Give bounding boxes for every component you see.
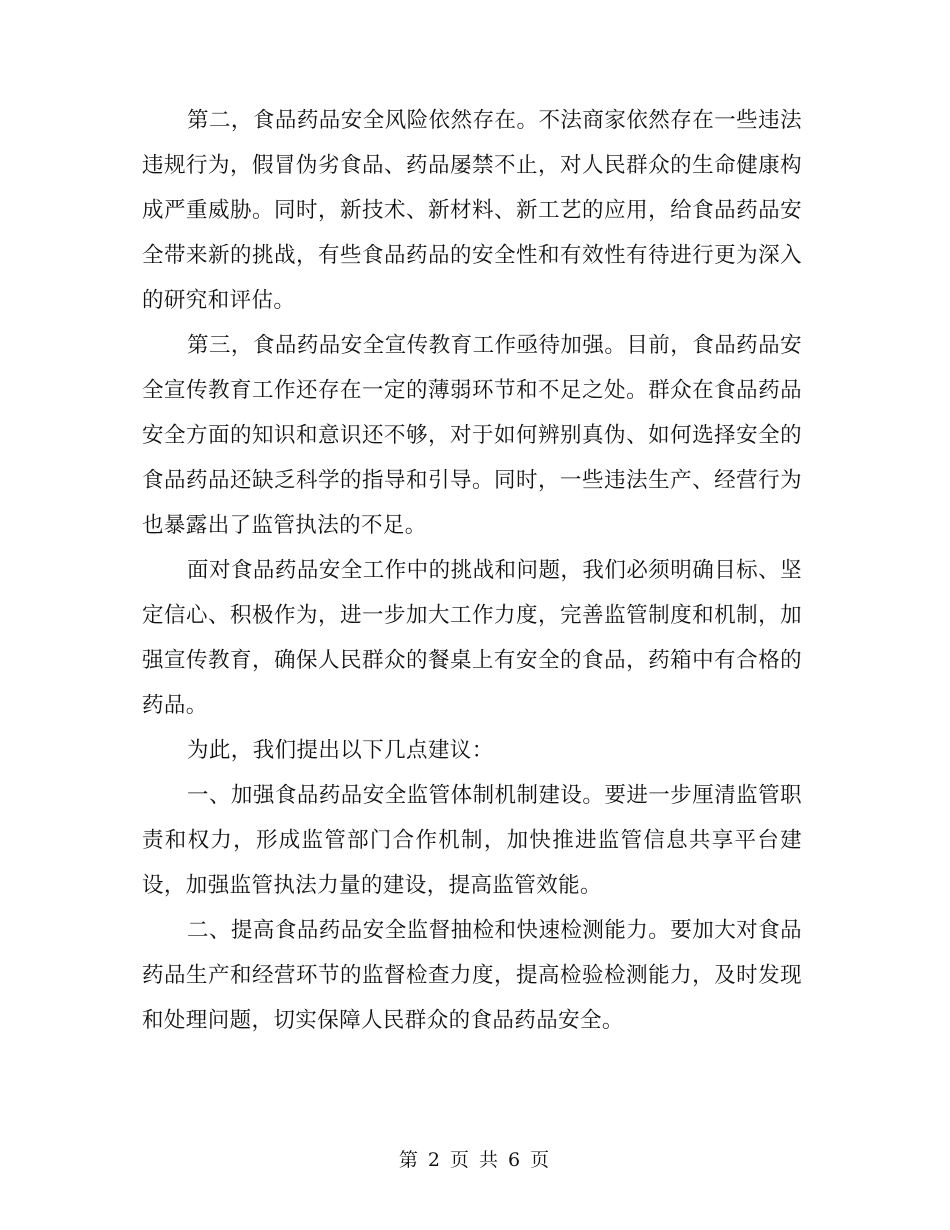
paragraph-suggestions-intro: 为此，我们提出以下几点建议： [187, 738, 494, 763]
page-number-footer: 第 2 页 共 6 页 [398, 1149, 552, 1171]
document-body [142, 98, 802, 1043]
paragraph-challenges: 面对食品药品安全工作中的挑战和问题，我们必须明确目标、坚定信心、积极作为，进一步加大工作力度，完善监管制度和机制，加强宣传教育，确保人民群众的餐桌上有安全的食品，药箱中有合格的药品。 [142, 558, 802, 718]
paragraph-risk: 第二，食品药品安全风险依然存在。不法商家依然存在一些违法违规行为，假冒伪劣食品、药品屡禁不止，对人民群众的生命健康构成严重威胁。同时，新技术、新材料、新工艺的应用，给食品药品安全带来新的挑战，有些食品药品的安全性和有效性有待进行更为深入的研究和评估。 [142, 108, 802, 313]
paragraph-suggestion-two: 二、提高食品药品安全监督抽检和快速检测能力。要加大对食品药品生产和经营环节的监督检查力度，提高检验检测能力，及时发现和处理问题，切实保障人民群众的食品药品安全。 [142, 918, 802, 1033]
paragraph-education: 第三，食品药品安全宣传教育工作亟待加强。目前，食品药品安全宣传教育工作还存在一定的薄弱环节和不足之处。群众在食品药品安全方面的知识和意识还不够，对于如何辨别真伪、如何选择安全的食品药品还缺乏科学的指导和引导。同时，一些违法生产、经营行为也暴露出了监管执法的不足。 [142, 333, 802, 538]
paragraph-suggestion-one: 一、加强食品药品安全监管体制机制建设。要进一步厘清监管职责和权力，形成监管部门合作机制，加快推进监管信息共享平台建设，加强监管执法力量的建设，提高监管效能。 [142, 783, 802, 898]
